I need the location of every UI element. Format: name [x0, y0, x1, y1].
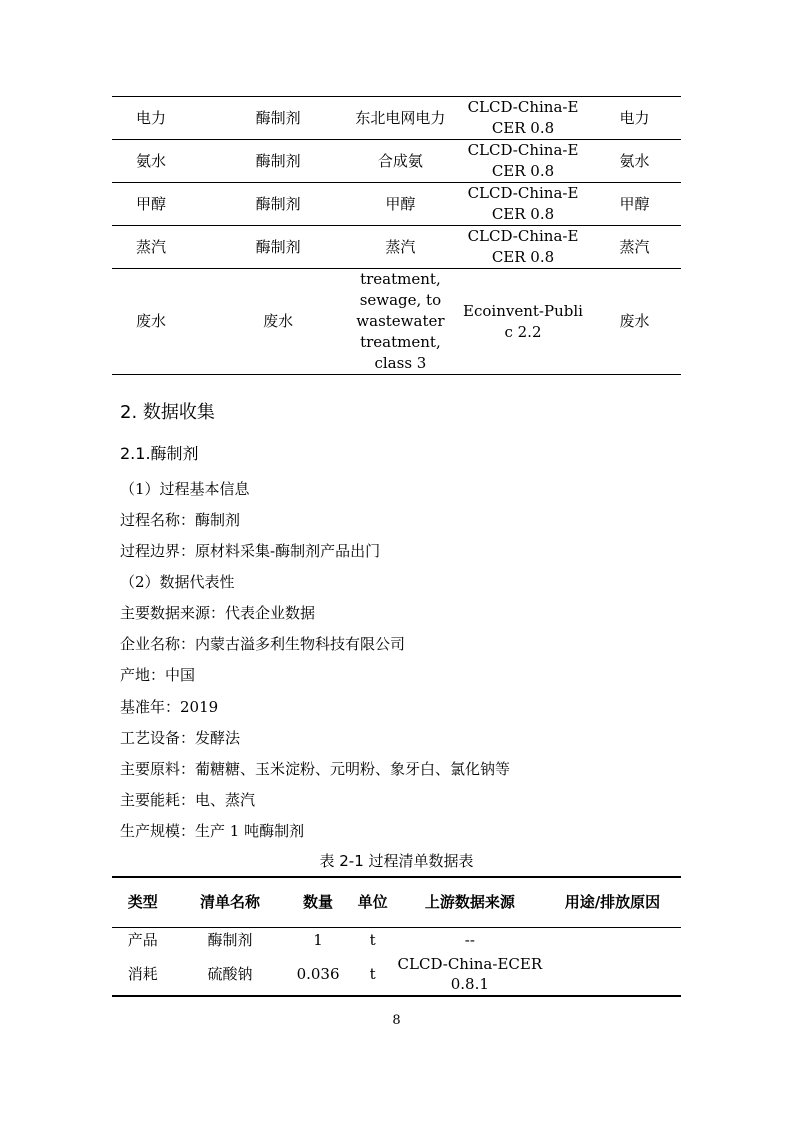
subsection-heading: 2.1.酶制剂 [120, 444, 199, 463]
table-cell: CLCD-China-E CER 0.8 [467, 141, 579, 180]
table-row [112, 97, 681, 140]
table-cell: CLCD-China-ECER 0.8.1 [397, 955, 543, 993]
process-data-source-table [112, 96, 681, 375]
table-cell: treatment, sewage, to wastewater treatment, class 3 [356, 270, 445, 372]
table-cell: 合成氨 [377, 151, 423, 170]
table-cell: 1 [313, 931, 323, 950]
table-cell: CLCD-China-E CER 0.8 [467, 184, 579, 223]
paragraph: 生产规模：生产 1 吨酶制剂 [120, 822, 305, 840]
table-cell: 甲醇 [385, 194, 416, 213]
table-row [112, 140, 681, 183]
paragraph: 工艺设备：发酵法 [120, 729, 241, 747]
table-cell: 消耗 [127, 965, 158, 983]
section-heading: 2. 数据收集 [120, 402, 215, 423]
table-cell: 酶制剂 [255, 194, 301, 213]
table-row [112, 927, 681, 953]
column-header: 用途/排放原因 [564, 892, 661, 911]
table-cell: 产品 [127, 931, 158, 950]
table-cell: 酶制剂 [255, 237, 301, 256]
table-cell: 甲醇 [619, 194, 650, 213]
table-cell: -- [464, 931, 475, 950]
column-header: 清单名称 [199, 892, 260, 911]
table-cell: 甲醇 [136, 194, 167, 213]
table-cell: 氨水 [619, 151, 650, 170]
table-cell: 硫酸钠 [207, 965, 253, 983]
table-cell: 蒸汽 [385, 237, 416, 256]
table-cell: 废水 [263, 312, 294, 330]
paragraph: 产地：中国 [120, 666, 196, 684]
table-cell: 酶制剂 [255, 108, 301, 127]
paragraph: 主要数据来源：代表企业数据 [120, 604, 316, 622]
table-cell: 废水 [619, 312, 650, 330]
table-cell: 电力 [619, 108, 650, 127]
paragraph: 过程名称：酶制剂 [120, 511, 241, 529]
table-row [112, 183, 681, 226]
table-caption: 表 2-1 过程清单数据表 [319, 852, 474, 870]
column-header: 数量 [303, 892, 334, 911]
table-cell: 蒸汽 [619, 237, 650, 256]
table-cell: 废水 [136, 312, 167, 330]
table-cell: 电力 [136, 108, 167, 127]
column-header: 单位 [357, 892, 388, 911]
paragraph: 企业名称：内蒙古溢多利生物科技有限公司 [120, 635, 406, 653]
paragraph: 主要原料：葡糖糖、玉米淀粉、元明粉、象牙白、氯化钠等 [120, 760, 511, 778]
table-row [112, 953, 681, 996]
paragraph: （1）过程基本信息 [120, 480, 250, 498]
column-header: 类型 [127, 892, 158, 911]
table-cell [544, 927, 681, 953]
paragraph: （2）数据代表性 [120, 573, 235, 591]
table-cell: t [369, 965, 376, 983]
process-inventory-table [112, 876, 681, 997]
table-cell [544, 953, 681, 996]
table-row [112, 226, 681, 269]
table-cell: Ecoinvent-Publi c 2.2 [463, 301, 583, 341]
paragraph: 主要能耗：电、蒸汽 [120, 791, 256, 809]
table-cell: 酶制剂 [255, 151, 301, 170]
table-header-row [112, 877, 681, 927]
paragraph: 过程边界：原材料采集-酶制剂产品出门 [120, 542, 381, 560]
table-cell: CLCD-China-E CER 0.8 [467, 227, 579, 266]
paragraph: 基准年：2019 [120, 698, 219, 716]
column-header: 上游数据来源 [424, 892, 515, 911]
table-cell: t [369, 931, 376, 950]
table-row [112, 269, 681, 375]
table-cell: 蒸汽 [136, 237, 167, 256]
table-cell: CLCD-China-E CER 0.8 [467, 98, 579, 137]
table-cell: 0.036 [296, 965, 340, 983]
page-number: 8 [392, 1013, 401, 1028]
table-cell: 东北电网电力 [355, 108, 446, 127]
table-cell: 酶制剂 [207, 931, 253, 950]
table-cell: 氨水 [136, 151, 167, 170]
